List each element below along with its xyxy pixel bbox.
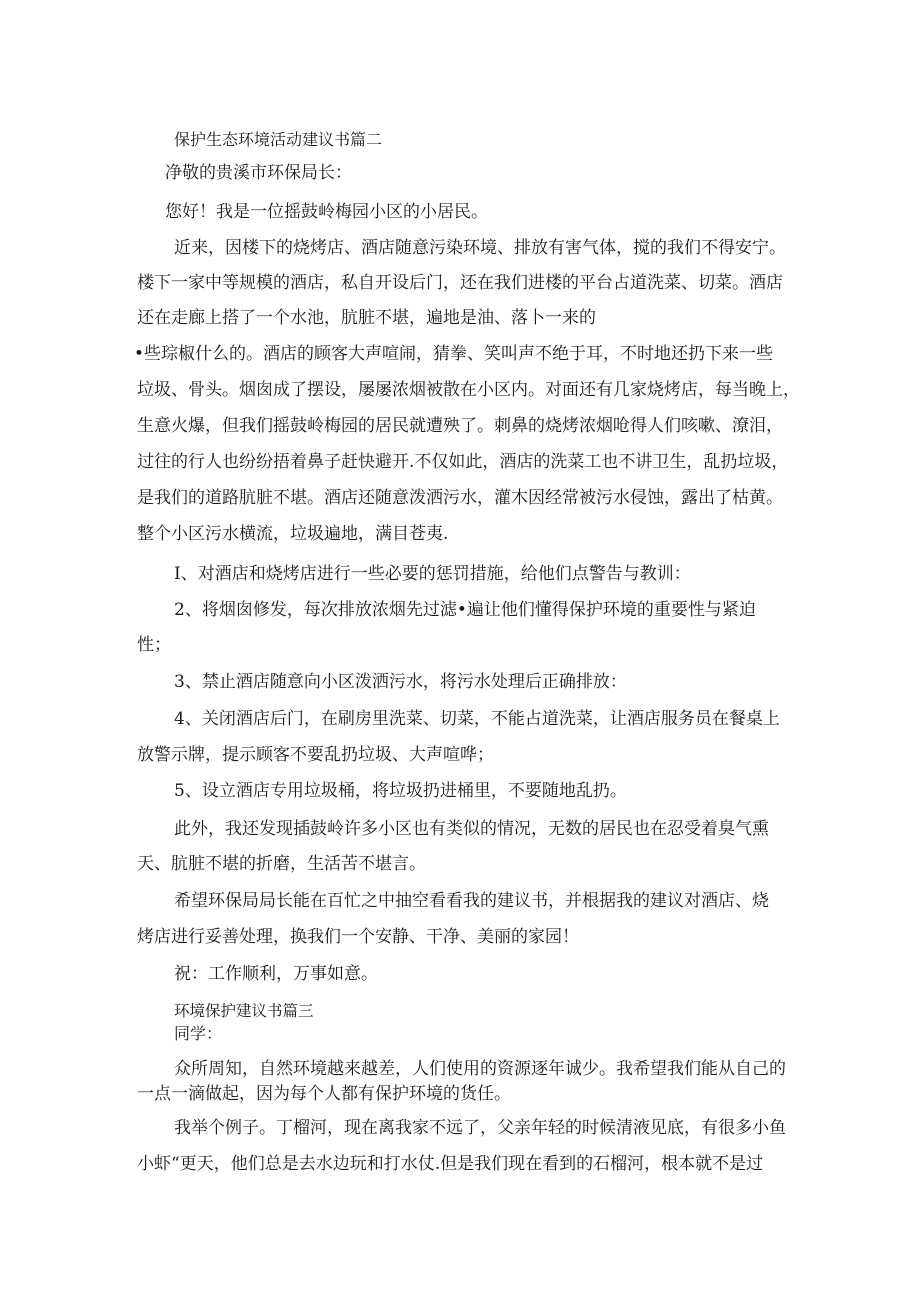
measure-item: 5、设立酒店专用垃圾桶，将垃圾扔进桶里，不要随地乱扔。 [174,781,627,801]
paragraph-line: 整个小区污水横流，垃圾遍地，满目苍夷. [137,524,449,544]
paragraph-line: 是我们的道路肮脏不堪。酒店还随意泼洒污水，灌木因经常被污水侵蚀，露出了枯黄。 [137,488,783,508]
paragraph-line: 还在走廊上搭了一个水池，肮脏不堪，遍地是油、落卜一来的 [137,308,596,328]
paragraph-line: 过往的行人也纷纷捂着鼻子赶快避开.不仅如此，酒店的洗菜工也不讲卫生，乱扔垃圾， [137,452,789,472]
measure-item-continued: 放警示牌，提示顾客不要乱扔垃圾、大声喧哗； [137,745,494,765]
paragraph-line: 一点一滴做起，因为每个人都有保护环境的货任。 [137,1084,511,1104]
paragraph-line: 垃圾、骨头。烟囱成了摆设，屡屡浓烟被散在小区内。对面还有几家烧烤店，每当晚上， [137,380,800,400]
salutation: 同学： [174,1024,223,1043]
paragraph-line: 小虾“更天，他们总是去水边玩和打水仗.但是我们现在看到的石榴河，根本就不是过 [137,1154,764,1174]
measure-item: 4、关闭酒店后门，在刷房里洗菜、切菜，不能占道洗菜，让酒店服务员在餐桌上 [174,709,780,729]
measure-item: I、对酒店和烧烤店进行一些必要的惩罚措施，给他们点警告与教训： [174,564,691,584]
paragraph-line: 此外，我还发现插鼓岭许多小区也有类似的情况，无数的居民也在忍受着臭气熏 [174,819,769,839]
paragraph-line: 希望环保局局长能在百忙之中抽空看看我的建议书，并根据我的建议对酒店、烧 [174,891,769,911]
measure-item-continued: 性； [137,635,171,655]
paragraph-line: 近来，因楼下的烧烤店、酒店随意污染环境、排放有害气体，搅的我们不得安宁。 [174,238,786,258]
paragraph-line: •些琮椒什么的。酒店的顾客大声喧闹，猜拳、笑叫声不绝于耳，不时地还扔下来一些 [134,344,774,364]
measure-item: 3、禁止酒店随意向小区泼洒污水，将污水处理后正确排放： [174,672,627,692]
paragraph-line: 天、肮脏不堪的折磨，生活苦不堪言。 [137,854,426,874]
paragraph-line: 我举个例子。丁榴河，现在离我家不远了，父亲年轻的时候清液见底，有很多小鱼 [174,1118,786,1138]
section-title: 保护生态环境活动建议书篇二 [174,130,383,149]
section-title: 环境保护建议书篇三 [174,1002,314,1020]
closing: 祝：工作顺利，万事如意。 [174,964,378,984]
paragraph-line: 楼下一家中等规模的酒店，私自开设后门，还在我们进楼的平台占道洗菜、切菜。酒店 [137,273,783,293]
salutation: 净敬的贵溪市环保局长： [165,163,352,183]
greeting: 您好！我是一位摇鼓岭梅园小区的小居民。 [165,202,488,222]
measure-item: 2、将烟囱修发，每次排放浓烟先过滤•遍让他们懂得保护环境的重要性与紧迫 [174,600,756,620]
paragraph-line: 生意火爆，但我们摇鼓岭梅园的居民就遭殃了。刺鼻的烧烤浓烟呛得人们咳嗽、潦泪， [137,416,783,436]
paragraph-line: 烤店进行妥善处理，换我们一个安静、干净、美丽的家园！ [137,927,579,947]
paragraph-line: 众所周知，自然环境越来越差，人们使用的资源逐年诚少。我希望我们能从自己的 [174,1059,786,1079]
